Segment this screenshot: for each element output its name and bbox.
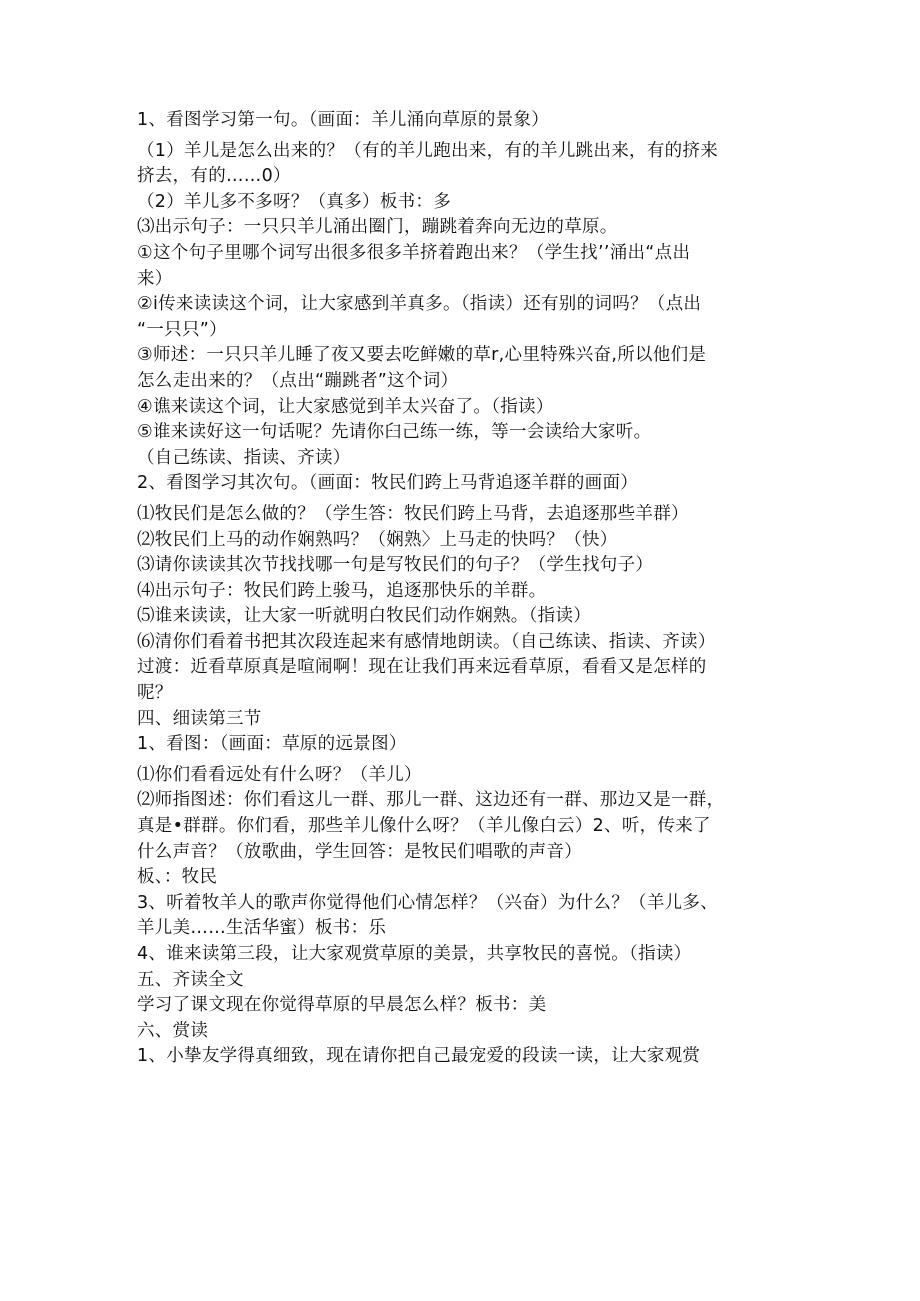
- text-line: 1、看图：（画面：草原的远景图）: [137, 734, 407, 755]
- text-line: ①这个句子里哪个词写出很多很多羊挤着跑出来？（学生找’’涌出“点出: [137, 242, 691, 263]
- text-line: 五、齐读全文: [137, 969, 244, 990]
- text-line: 学习了课文现在你觉得草原的早晨怎么样？板书：美: [137, 995, 547, 1016]
- text-line: 什么声音？（放歌曲，学生回答：是牧民们唱歌的声音）: [137, 841, 582, 862]
- text-line: 六、赏读: [137, 1020, 209, 1041]
- text-line: ⑵师指图述：你们看这儿一群、那儿一群、这边还有一群、那边又是一群，: [137, 790, 725, 811]
- text-line: 1、小挚友学得真细致，现在请你把自己最宠爱的段读一读，让大家观赏: [137, 1046, 701, 1067]
- text-line: ⑤谁来读好这一句话呢？先请你臼己练一练，等一会读给大家听。: [137, 422, 652, 443]
- text-line: （2）羊儿多不多呀？（真多）板书：多: [137, 191, 452, 212]
- text-line: ③师述：一只只羊儿睡了夜又要去吃鲜嫩的草r,心里特殊兴奋,所以他们是: [137, 345, 707, 366]
- text-line: 3、听着牧羊人的歌声你觉得他们心情怎样？（兴奋）为什么？（羊儿多、: [137, 892, 719, 913]
- text-line: ⑹清你们看着书把其次段连起来有感情地朗读。（自己练读、指读、齐读）: [137, 631, 716, 652]
- text-line: 过渡：近看草原真是喧闹啊！现在让我们再来远看草原，看看又是怎样的: [137, 657, 707, 678]
- text-line: 羊儿美……生活华蜜）板书：乐: [137, 918, 387, 939]
- text-line: ⑶请你读读其次节找找哪一句是写牧民们的句子？（学生找句子）: [137, 555, 654, 576]
- text-line: ⑴你们看看远处有什么呀？（羊儿）: [137, 764, 422, 785]
- text-line: ⑵牧民们上马的动作娴熟吗？（娴熟〉上马走的快吗？（快）: [137, 529, 618, 550]
- text-line: 挤去，有的……0）: [137, 166, 291, 187]
- text-line: ⑸谁来读读，让大家一听就明白牧民们动作娴熟。（指读）: [137, 606, 592, 627]
- text-line: 板、：牧民: [137, 867, 218, 888]
- document-text: [137, 108, 797, 1070]
- text-line: 怎么走出来的？（点出“蹦跳者”这个词）: [137, 370, 459, 391]
- text-line: （1）羊儿是怎么出来的？（有的羊儿跑出来，有的羊儿跳出来，有的挤来: [137, 140, 719, 161]
- text-line: ⑶出示句子：一只只羊儿涌出圈门，蹦跳着奔向无边的草原。: [137, 217, 618, 238]
- text-line: 呢？: [137, 683, 173, 704]
- text-line: “一只只”）: [137, 319, 227, 340]
- text-line: ⑷出示句子：牧民们跨上骏马，追逐那快乐的羊群。: [137, 580, 547, 601]
- text-line: 真是•群群。你们看，那些羊儿像什么呀？（羊儿像白云）2、听，传来了: [137, 816, 711, 837]
- text-line: 1、看图学习第一句。（画面：羊儿涌向草原的景象）: [137, 110, 550, 130]
- text-line: 四、细读第三节: [137, 708, 262, 729]
- text-line: ⑴牧民们是怎么做的？（学生答：牧民们跨上马背，去追逐那些羊群）: [137, 503, 689, 524]
- text-line: 4、谁来读第三段，让大家观赏草原的美景，共享牧民的喜悦。（指读）: [137, 944, 692, 964]
- text-line: 来）: [137, 268, 173, 289]
- text-line: 2、看图学习其次句。（画面：牧民们跨上马背追逐羊群的画面）: [137, 473, 639, 494]
- text-line: ④谯来读这个词，让大家感觉到羊太兴奋了。（指读）: [137, 396, 554, 417]
- text-line: ②i传来读读这个词，让大家感到羊真多。（指读）还有别的词吗？（点出: [137, 294, 702, 315]
- text-line: （自己练读、指读、齐读）: [137, 447, 351, 468]
